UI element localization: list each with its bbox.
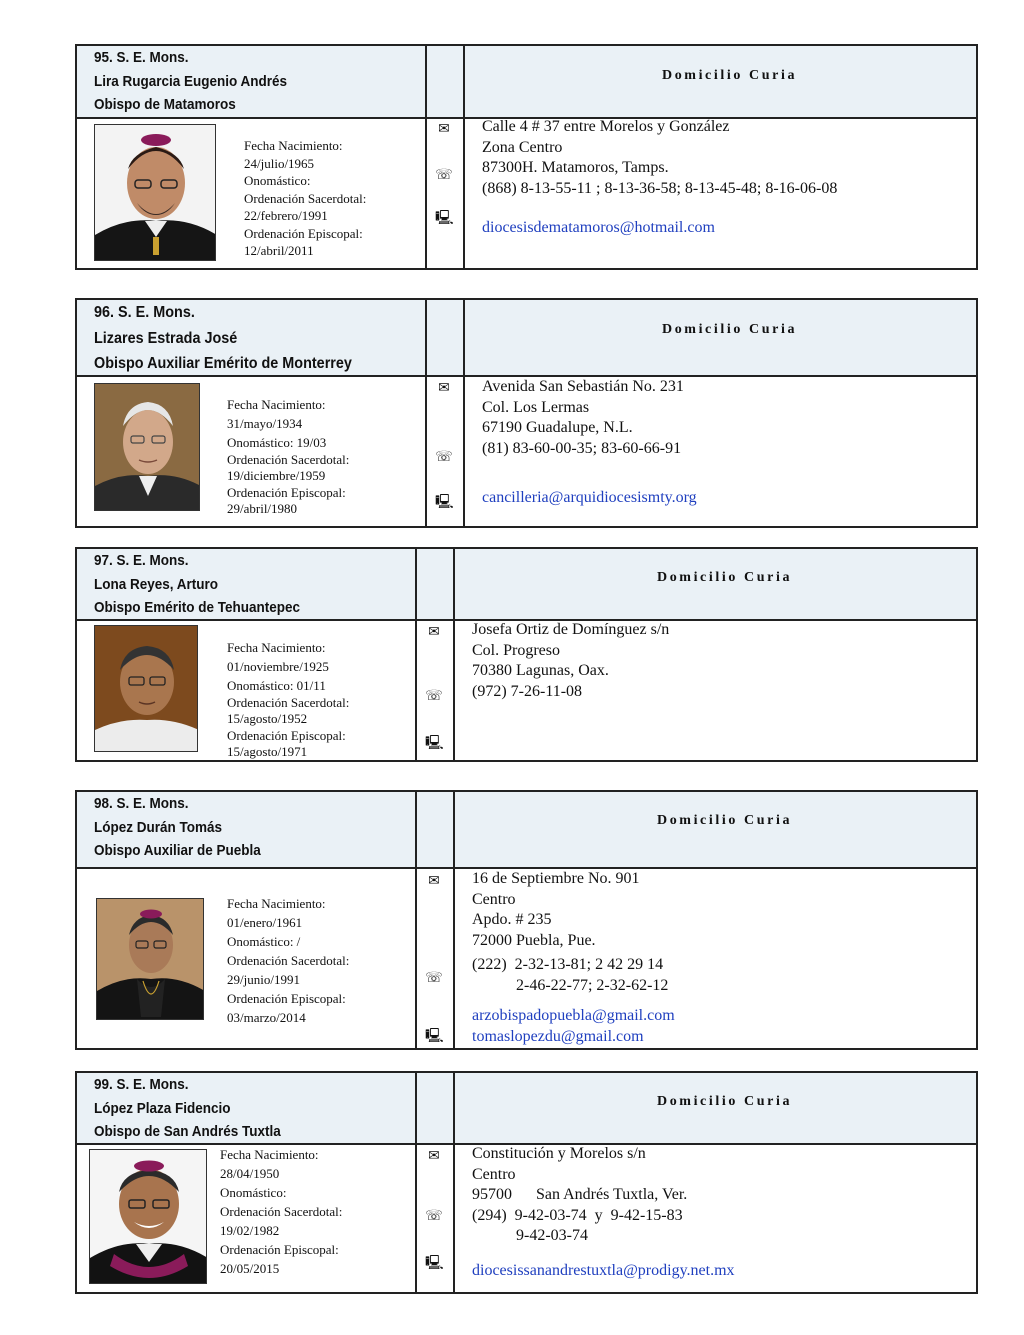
bishop-photo — [94, 124, 216, 261]
entry-95 — [75, 44, 978, 270]
bishop-heading — [94, 549, 300, 620]
bishop-name: López Durán Tomás — [94, 818, 223, 836]
bishop-heading — [94, 46, 287, 117]
bishop-title: Obispo de San Andrés Tuxtla — [94, 1123, 281, 1140]
email-link — [472, 1006, 675, 1047]
address-block: Calle 4 # 37 entre Morelos y González Zona Centro 87300H. Matamoros, Tamps. (868) 8-13-55-11 ; 8-13-36-58; 8-13-45-48; 8-16-06-08 — [482, 118, 838, 197]
bishop-name: López Plaza Fidencio — [94, 1099, 231, 1117]
bishop-photo — [89, 1149, 207, 1284]
phone-icon: ☏ — [425, 688, 443, 704]
bishop-title: Obispo de Matamoros — [94, 96, 236, 113]
entry-98 — [75, 790, 978, 1050]
bishop-heading — [94, 1073, 281, 1144]
phone-icon: ☏ — [425, 1208, 443, 1224]
entry-99 — [75, 1071, 978, 1294]
bishop-heading — [94, 300, 352, 377]
address-block: Constitución y Morelos s/n Centro 95700 San Andrés Tuxtla, Ver. (294) 9-42-03-74 y 9-42-15-83 9-42-03-74 — [472, 1145, 688, 1244]
mail-icon: ✉ — [428, 624, 440, 640]
bishop-photo — [94, 383, 200, 511]
computer-icon: 🖳 — [435, 210, 454, 226]
bishop-number: 99. S. E. Mons. — [94, 1076, 189, 1093]
phone-icon: ☏ — [435, 449, 453, 465]
bishop-number: 95. S. E. Mons. — [94, 49, 189, 66]
bishop-number: 97. S. E. Mons. — [94, 552, 189, 569]
mail-icon: ✉ — [438, 121, 450, 137]
entry-96 — [75, 298, 978, 528]
domicilio-curia-label: Domicilio Curia — [662, 322, 798, 337]
bishop-photo — [94, 625, 198, 752]
mail-icon: ✉ — [438, 380, 450, 396]
bishop-dates: Fecha Nacimiento: 01/noviembre/1925 Onomástico: 01/11 Ordenación Sacerdotal: 15/agosto/1952 Ordenación Episcopal: 15/agosto/1971 — [227, 640, 350, 759]
email-link-2[interactable]: tomaslopezdu@gmail.com — [472, 1027, 644, 1045]
computer-icon: 🖳 — [425, 735, 444, 751]
bishop-number: 98. S. E. Mons. — [94, 795, 189, 812]
computer-icon: 🖳 — [425, 1255, 444, 1271]
bishop-title: Obispo Emérito de Tehuantepec — [94, 599, 301, 616]
bishop-number: 96. S. E. Mons. — [94, 304, 195, 321]
domicilio-curia-label: Domicilio Curia — [657, 570, 793, 585]
domicilio-curia-label: Domicilio Curia — [657, 813, 793, 828]
bishop-dates: Fecha Nacimiento: 28/04/1950 Onomástico: Ordenación Sacerdotal: 19/02/1982 Ordenación Episcopal: 20/05/2015 — [220, 1147, 343, 1276]
bishop-dates: Fecha Nacimiento: 24/julio/1965 Onomástico: Ordenación Sacerdotal: 22/febrero/1991 Ordenación Episcopal: 12/abril/2011 — [244, 138, 367, 258]
address-block: Josefa Ortiz de Domínguez s/n Col. Progreso 70380 Lagunas, Oax. (972) 7-26-11-08 — [472, 621, 670, 700]
email-link[interactable]: cancilleria@arquidiocesismty.org — [482, 489, 697, 506]
bishop-name: Lizares Estrada José — [94, 329, 238, 347]
bishop-title: Obispo Auxiliar de Puebla — [94, 842, 261, 859]
bishop-name: Lira Rugarcia Eugenio Andrés — [94, 72, 288, 90]
email-link-1[interactable]: arzobispadopuebla@gmail.com — [472, 1007, 675, 1024]
computer-icon: 🖳 — [435, 494, 454, 510]
bishop-dates: Fecha Nacimiento: 31/mayo/1934 Onomástico: 19/03 Ordenación Sacerdotal: 19/diciembre/1959 Ordenación Episcopal: 29/abril/1980 — [227, 397, 350, 516]
domicilio-curia-label: Domicilio Curia — [657, 1094, 793, 1109]
bishop-heading — [94, 792, 261, 863]
address-block: Avenida San Sebastián No. 231 Col. Los Lermas 67190 Guadalupe, N.L. (81) 83-60-00-35; 83-60-66-91 — [482, 378, 684, 457]
mail-icon: ✉ — [428, 873, 440, 889]
phone-icon: ☏ — [425, 970, 443, 986]
address-block: 16 de Septiembre No. 901 Centro Apdo. # 235 72000 Puebla, Pue. (222) 2-32-13-81; 2 42 29 14 2-46-22-77; 2-32-62-12 — [472, 870, 669, 994]
email-link[interactable]: diocesissanandrestuxtla@prodigy.net.mx — [472, 1262, 735, 1279]
phone-icon: ☏ — [435, 167, 453, 183]
bishop-name: Lona Reyes, Arturo — [94, 575, 219, 593]
mail-icon: ✉ — [428, 1148, 440, 1164]
entry-97 — [75, 547, 978, 762]
computer-icon: 🖳 — [425, 1028, 444, 1044]
bishop-dates: Fecha Nacimiento: 01/enero/1961 Onomástico: / Ordenación Sacerdotal: 29/junio/1991 Ordenación Episcopal: 03/marzo/2014 — [227, 896, 350, 1025]
email-link[interactable]: diocesisdematamoros@hotmail.com — [482, 219, 715, 236]
bishop-photo — [96, 898, 204, 1020]
domicilio-curia-label: Domicilio Curia — [662, 68, 798, 83]
bishop-title: Obispo Auxiliar Emérito de Monterrey — [94, 355, 352, 372]
